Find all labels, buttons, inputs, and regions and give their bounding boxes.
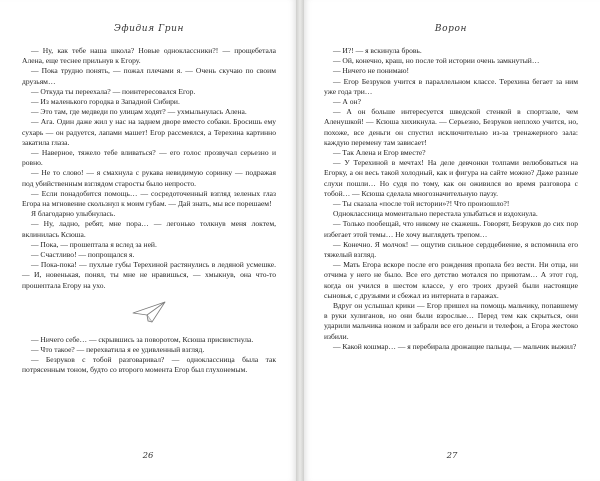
paragraph: Одноклассница моментально перестала улыбаться и вздохнула. xyxy=(333,209,538,219)
paragraph: — Ага. Один даже жил у нас на заднем дворе вместо собаки. Бросишь ему сухарь — он радуется, лапами машет! Егор рассмеялся, а Терехина картинно закатила глаза. xyxy=(22,117,276,147)
paragraph: — Ой, конечно, краш, но после той истории очень замкнутый… xyxy=(333,56,540,66)
paragraph: — А он больше интересуется шведской стенкой в спортзале, чем Аленушкой! — Ксюша хихикнула. — Серьезно, Безруков неплохо учится, но, похоже, все деньги он спустил исключительно из-за тренажерного зала: каждую перемену там зависает! xyxy=(324,107,578,147)
left-text-bottom xyxy=(22,335,276,376)
gutter xyxy=(296,0,304,481)
paragraph: — Мать Егора вскоре после его рождения пропала без вести. Ни отца, ни отчима у него не было. Все его детство мотался по приютам… А этот год, когда он учился в шестом классе, у его троих друзей были настоящие сыновья, с друзьями и сбежал из интерната в гаражах. xyxy=(324,260,578,300)
paragraph: — Ну, ладно, ребят, мне пора… — легонько толкнув меня локтем, вклинилась Ксюша. xyxy=(22,219,276,239)
paragraph: — Безруков с тобой разговаривал? — одноклассница была так потрясенным тоном, будто со второго момента Егор был глухонемым. xyxy=(22,355,276,375)
paragraph: — Так Алена и Егор вместе? xyxy=(333,148,426,158)
paragraph: — И?! — я вскинула бровь. xyxy=(333,46,422,55)
paragraph: — Не то слово! — я смахнула с рукава невидимую соринку — подражая под убийственным взглядом старосты было непросто. xyxy=(22,168,276,188)
running-head-left: Эфидия Грин xyxy=(113,24,185,34)
paragraph: — Егор Безруков учится в параллельном классе. Терехина бегает за ним уже года три… xyxy=(324,76,578,96)
right-text xyxy=(324,46,578,352)
paragraph: — Ну, как тебе наша школа? Новые одноклассники?! — прощебетала Алена, еще теснее прильнув к Егору. xyxy=(22,46,276,66)
paragraph: Вдруг он услышал крики — Егор пришел на помощь мальчику, попавшему в руки хулиганов, но они были взрослые… Перед тем как скрыться, они ударили мальчика ножом и забрали все его деньги и телефон, а Егора жестоко избили. xyxy=(324,301,578,341)
paragraph: — Ты сказала «после той истории»?! Что произошло?! xyxy=(333,199,510,209)
paragraph: — Ничего не понимаю! xyxy=(333,66,410,76)
paragraph: — Из маленького городка в Западной Сибири. xyxy=(31,97,180,107)
paragraph: — Только пообещай, что никому не скажешь. Говорят, Безруков до сих пор избегает этой темы… Не хочу выглядеть трепом… xyxy=(324,219,578,239)
paragraph: — Ничего себе… — скрывшись за поворотом, Ксюша присвистнула. xyxy=(31,334,254,344)
paragraph: — Конечно. Я молчок! — ощутив сильное сердцебиение, я вспомнила его тяжелый взгляд. xyxy=(324,239,578,260)
left-page xyxy=(0,0,296,481)
paragraph: — Пока, — прошептала я вслед за ней. xyxy=(31,239,157,249)
divider xyxy=(22,301,276,325)
right-page xyxy=(304,0,600,481)
running-head-right: Ворон xyxy=(434,24,468,34)
paragraph: — У Терехиной в мечтах! На деле девчонки толпами велюбоваться на Егорку, а он весь такой холодный, как и фигура на сайте можно? Даже разные слухи пошли… Но судя по тому, как он оживился во время разговора с тобой… — Ксюша сделала многозначительную паузу. xyxy=(324,158,578,198)
paragraph: — Что такое? — перехватила я ее удивленный взгляд. xyxy=(31,345,205,355)
page-number-right: 27 xyxy=(446,451,458,461)
paragraph: — Это там, где медведи по улицам ходят? — ухмыльнулась Алена. xyxy=(31,107,247,117)
paragraph: — Пока-пока! — пухлые губы Терехиной растянулись в ледяной усмешке. — И, новенькая, понял, ты мне не нравишься, — хмыкнув, она что-то прошептала Егору на ухо. xyxy=(22,260,276,290)
page-number-left: 26 xyxy=(142,451,154,461)
paragraph: — Пока трудно понять, — пожал плечами я. — Очень скучаю по своим друзьям… xyxy=(22,66,276,86)
paragraph: — Счастливо! — попрощался я. xyxy=(31,250,135,260)
paragraph: — Если понадобится помощь… — сосредоточенный взгляд зеленых глаз Егора на мгновение скользнул к моим губам. — Дай знать, мы все порешаем! xyxy=(22,188,276,209)
paragraph: — Наверное, тяжело тебе вливаться? — его голос прозвучал серьезно и ровно. xyxy=(22,148,276,168)
left-text-top xyxy=(22,46,276,291)
paragraph: — Какой кошмар… — я перебирала дрожащие пальцы, — мальчик выжил? xyxy=(333,341,577,351)
paper-plane-icon xyxy=(132,301,166,323)
paragraph: — Откуда ты переехала? — поинтересовался Егор. xyxy=(31,86,196,96)
paragraph: — А он? xyxy=(333,97,361,107)
paragraph: Я благодарно улыбнулась. xyxy=(31,209,116,219)
